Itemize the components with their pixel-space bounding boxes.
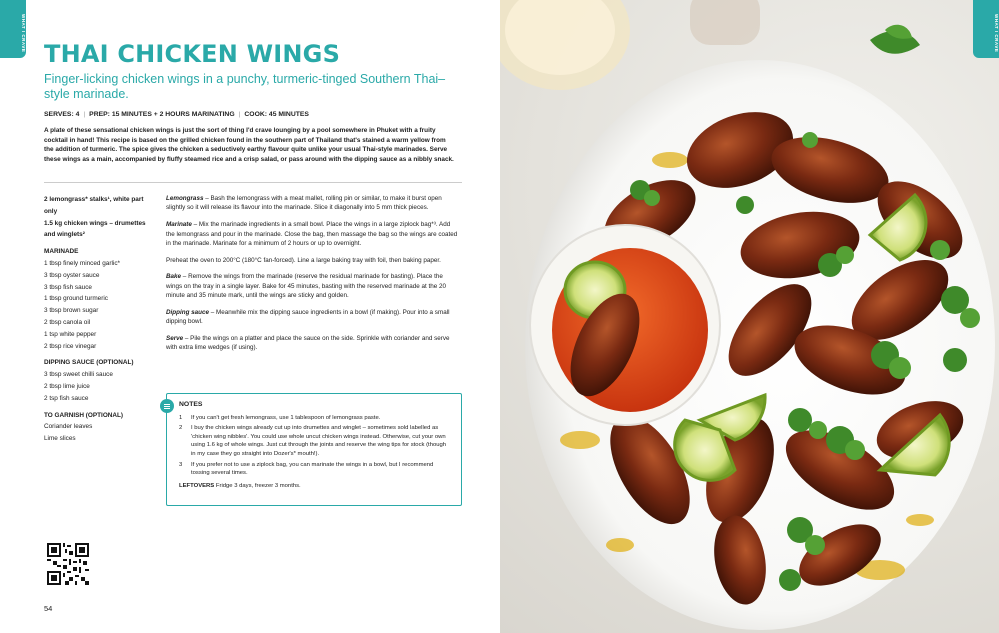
ingredient: 3 tbsp sweet chilli sauce — [44, 371, 113, 379]
recipe-title: THAI CHICKEN WINGS — [44, 40, 341, 68]
leftovers-label: LEFTOVERS — [179, 482, 215, 489]
qr-code-icon[interactable] — [47, 543, 89, 585]
ingredients-list — [44, 194, 154, 445]
note-number: 3 — [179, 461, 183, 468]
section-tab: WHAT I CRAVE — [0, 0, 26, 58]
note-text: If you can't get fresh lemongrass, use 1 tablespoon of lemongrass paste. — [191, 414, 381, 421]
ingredient: 3 tbsp brown sugar — [44, 307, 99, 315]
section-tab: WHAT I CRAVE — [973, 0, 999, 58]
ingredient: 1 tbsp ground turmeric — [44, 295, 108, 303]
ingredient-heading: TO GARNISH (OPTIONAL) — [44, 411, 124, 419]
prep-time: PREP: 15 MINUTES + 2 HOURS MARINATING — [89, 111, 235, 118]
ingredient: 2 lemongrass* stalks¹, white part only — [44, 196, 144, 215]
step-text: – Meanwhile mix the dipping sauce ingredients in a bowl (if making). Pour into a small dipping bowl. — [166, 308, 450, 326]
ingredient: 2 tbsp rice vinegar — [44, 342, 97, 350]
note-item — [179, 461, 451, 478]
step-name: Bake — [166, 273, 182, 281]
divider — [44, 182, 462, 183]
step-text: – Bash the lemongrass with a meat mallet, rolling pin or similar, to make it burst open slightly so it will release its flavour into the marinade. Slice it diagonally into 5 mm thick pieces. — [166, 195, 442, 212]
note-number: 2 — [179, 425, 183, 432]
notes-heading: NOTES — [179, 401, 203, 408]
ingredient-heading: DIPPING SAUCE (OPTIONAL) — [44, 359, 134, 367]
method-step — [166, 256, 460, 265]
recipe-intro: A plate of these sensational chicken wings is just the sort of thing I'd crave lounging by a pool somewhere in Phuket with a fruity cocktail in hand! This recipe is based on the grilled chicken found in the southern part of Thailand that's stained a warm yellow from the addition of turmeric. The spice gives the chicken a seductively earthy flavour quite unlike your usual Thai-style marinades. Serve these wings as a main, accompanied by fluffy steamed rice and a crisp salad, or pass around with the dipping sauce as a nibbly snack. — [44, 127, 454, 163]
photo-page — [500, 0, 999, 633]
method-steps — [166, 194, 460, 360]
step-name: Dipping sauce — [166, 308, 210, 316]
cook-time: COOK: 45 MINUTES — [244, 111, 309, 118]
step-text: Preheat the oven to 200°C (180°C fan-forced). Line a large baking tray with foil, then baking paper. — [166, 256, 441, 264]
step-text: – Pile the wings on a platter and place the sauce on the side. Sprinkle with coriander and serve with extra lime wedges (if using). — [166, 334, 450, 352]
food-photo — [500, 0, 999, 633]
note-item — [179, 424, 451, 458]
method-step — [166, 194, 460, 213]
note-text: I buy the chicken wings already cut up into drumettes and winglet – sometimes sold labelled as 'chicken wing nibbles'. You could use whole uncut chicken wings instead. Otherwise, cut your own using 1.6 kg of whole wings. Just cut through the joints and reserve the wing tips for stock (though in my case they go straight into Dozer's* mouth!). — [191, 425, 447, 457]
bottle-opener — [690, 0, 760, 45]
step-text: – Remove the wings from the marinade (reserve the residual marinade for basting). Place the wings on the tray in a single layer. Bake for 45 minutes, basting with the reserved marinade at the 20 minute and 35 minute mark, until the wings are sticky and golden. — [166, 273, 447, 300]
method-step — [166, 308, 460, 327]
notes-box — [166, 393, 462, 506]
leftovers — [179, 482, 451, 491]
method-step — [166, 272, 460, 300]
note-item — [179, 414, 451, 423]
ingredient: 1 tsp white pepper — [44, 330, 97, 338]
serves: SERVES: 4 — [44, 111, 80, 118]
step-name: Lemongrass — [166, 195, 204, 202]
notes-icon — [160, 399, 174, 413]
note-number: 1 — [179, 414, 183, 421]
method-step — [166, 220, 460, 248]
ingredient: Lime slices — [44, 435, 76, 443]
recipe-meta: SERVES: 4 | PREP: 15 MINUTES + 2 HOURS MARINATING | COOK: 45 MINUTES — [44, 111, 309, 118]
step-text: – Mix the marinade ingredients in a small bowl. Place the wings in a large ziplock bag*³. Add the lemongrass and pour in the marinade. Close the bag, then massage the bag so the wings are coated in the marinade. Marinate for a minimum of 2 hours or up to overnight. — [166, 221, 458, 247]
note-text: If you prefer not to use a ziplock bag, you can marinate the wings in a bowl, but I recommend tossing several times. — [191, 461, 434, 477]
ingredient: 3 tbsp oyster sauce — [44, 271, 100, 279]
ingredient: 2 tsp fish sauce — [44, 394, 89, 402]
ingredient: 1.5 kg chicken wings – drumettes and winglets² — [44, 219, 146, 239]
ingredient: 1 tbsp finely minced garlic* — [44, 259, 121, 267]
ingredient: 3 tbsp fish sauce — [44, 283, 92, 291]
ingredient: 2 tbsp canola oil — [44, 318, 91, 326]
step-name: Serve — [166, 334, 184, 342]
page-number: 54 — [44, 604, 53, 613]
recipe-subtitle: Finger-licking chicken wings in a punchy, turmeric-tinged Southern Thai–style marinade. — [44, 72, 446, 101]
ingredient: Coriander leaves — [44, 423, 93, 431]
leftovers-text: Fridge 3 days, freezer 3 months. — [214, 482, 301, 489]
step-name: Marinate — [166, 221, 192, 229]
ingredient-heading: MARINADE — [44, 248, 79, 256]
method-step — [166, 334, 460, 353]
ingredient: 2 tbsp lime juice — [44, 382, 90, 390]
